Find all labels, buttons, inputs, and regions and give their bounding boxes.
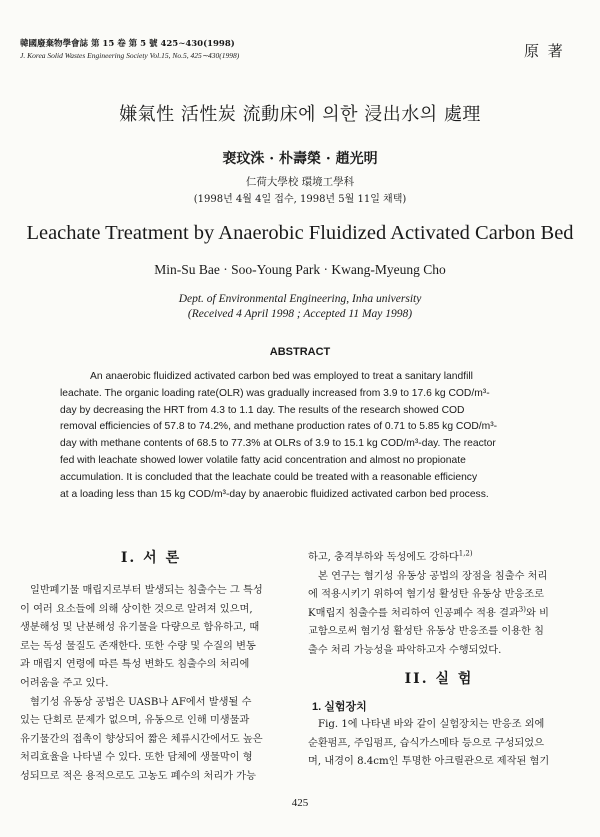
body-line: 처리효율을 나타낼 수 있다. 또한 담체에 생물막이 형 <box>20 752 253 764</box>
abstract-line: An anaerobic fluidized activated carbon bed was employed to treat a sanitary landfill <box>90 371 473 382</box>
body-line: 일반폐기물 매립지로부터 발생되는 침출수는 그 특성 <box>30 585 263 596</box>
abstract-line: at a loading less than 15 kg COD/m³-day by anaerobic fluidized activated carbon bed process. <box>60 488 489 500</box>
body-line <box>308 549 570 568</box>
body-line: 어려움을 주고 있다. <box>20 677 109 689</box>
body-line: 과 매립지 연령에 따른 특성 변화도 침출수의 처리에 <box>20 659 250 671</box>
right-column-body-2 <box>308 716 570 772</box>
abstract-line: fed with leachate showed lower volatile fatty acid concentration and almost no propionate <box>60 454 466 466</box>
body-line: 순환펌프, 주입펌프, 습식가스메타 등으로 구성되었으 <box>308 737 544 749</box>
abstract-heading: ABSTRACT <box>269 346 331 358</box>
article-type-badge: 原 著 <box>524 42 565 60</box>
section-heading-experiment: II. 실 험 <box>404 671 474 687</box>
abstract-line: day by decreasing the HRT from 4.3 to 1.1 day. The results of the research showed COD <box>60 404 465 416</box>
body-line: 혐기성 유동상 공법은 UASB나 AF에서 발생될 수 <box>30 696 252 708</box>
received-date-ko: (1998년 4월 4일 접수, 1998년 5월 11일 채택) <box>193 194 407 205</box>
citation-ref: 3) <box>518 605 526 614</box>
body-line: 며, 내경이 8.4cm인 투명한 아크릴관으로 제작된 혐기 <box>308 756 550 768</box>
body-line: 있는 단회로 문제가 없으며, 유동으로 인해 미생물과 <box>20 715 250 727</box>
citation-ref: 1,2) <box>458 549 473 558</box>
journal-header <box>20 38 440 62</box>
affiliation-ko: 仁荷大學校 環境工學科 <box>245 176 355 188</box>
abstract-body <box>60 369 540 503</box>
body-text: 하고, 충격부하와 독성에도 강하다 <box>308 552 459 563</box>
subsection-heading-apparatus: 1. 실험장치 <box>312 701 367 713</box>
affiliation-en: Dept. of Environmental Engineering, Inha university <box>178 293 422 305</box>
body-line: 이 여러 요소들에 의해 상이한 것으로 알려져 있으며, <box>20 603 253 615</box>
right-column-body <box>308 549 570 661</box>
left-column-body <box>20 582 282 787</box>
abstract-line: day with methane contents of 68.5 to 77.3% at OLRs of 3.9 to 15.1 kg COD/m³-day. The reactor <box>60 438 496 450</box>
body-line: 로는 독성 물질도 존재한다. 또한 수량 및 수질의 변동 <box>20 640 256 652</box>
body-line: 본 연구는 혐기성 유동상 공법의 장점을 침출수 처리 <box>318 570 548 582</box>
authors-en: Min-Su Bae · Soo-Young Park · Kwang-Myeung Cho <box>154 262 446 277</box>
paper-title-ko: 嫌氣性 活性炭 流動床에 의한 浸出水의 處理 <box>119 104 481 125</box>
body-text: 와 비 <box>525 607 549 619</box>
paper-title-en: Leachate Treatment by Anaerobic Fluidized Activated Carbon Bed <box>26 222 574 244</box>
body-line: 유기물간의 접촉이 향상되어 짧은 체류시간에서도 높은 <box>20 733 263 745</box>
body-line: 생분해성 및 난분해성 유기물을 다량으로 함유하고, 때 <box>20 622 260 634</box>
body-line: 교함으로써 혐기성 활성탄 유동상 반응조를 이용한 침 <box>308 626 544 638</box>
body-line <box>308 605 570 624</box>
abstract-line: leachate. The organic loading rate(OLR) was gradually increased from 3.9 to 17.6 kg COD/m³- <box>60 387 490 399</box>
journal-title-ko: 韓國廢棄物學會誌 第 15 卷 第 5 號 425∼430(1998) <box>20 39 235 49</box>
authors-ko: 裵玟洙 · 朴壽榮 · 趙光明 <box>222 151 378 167</box>
page-number: 425 <box>291 797 309 809</box>
body-line: 출수 처리 가능성을 파악하고자 수행되었다. <box>308 644 502 656</box>
body-text: K매립지 침출수를 처리하여 인공폐수 적용 결과 <box>308 607 519 619</box>
body-line: Fig. 1에 나타낸 바와 같이 실험장치는 반응조 외에 <box>318 719 545 730</box>
received-date-en: (Received 4 April 1998 ; Accepted 11 May 1998) <box>187 308 413 320</box>
section-heading-introduction: I. 서 론 <box>120 550 182 566</box>
abstract-line: removal efficiencies of 57.8 to 74.2%, and methane production rates of 0.71 to 5.85 kg COD/m³- <box>60 421 498 433</box>
journal-title-en: J. Korea Solid Wastes Engineering Society Vol.15, No.5, 425∼430(1998) <box>20 51 240 60</box>
affiliation-block-en <box>0 292 600 322</box>
body-line: 성되므로 적은 용적으로도 고농도 폐수의 처리가 가능 <box>20 770 256 782</box>
body-line: 에 적용시키기 위하여 혐기성 활성탄 유동상 반응조로 <box>308 589 544 601</box>
abstract-line: accumulation. It is concluded that the leachate could be treated with a reasonable efficiency <box>60 471 478 483</box>
